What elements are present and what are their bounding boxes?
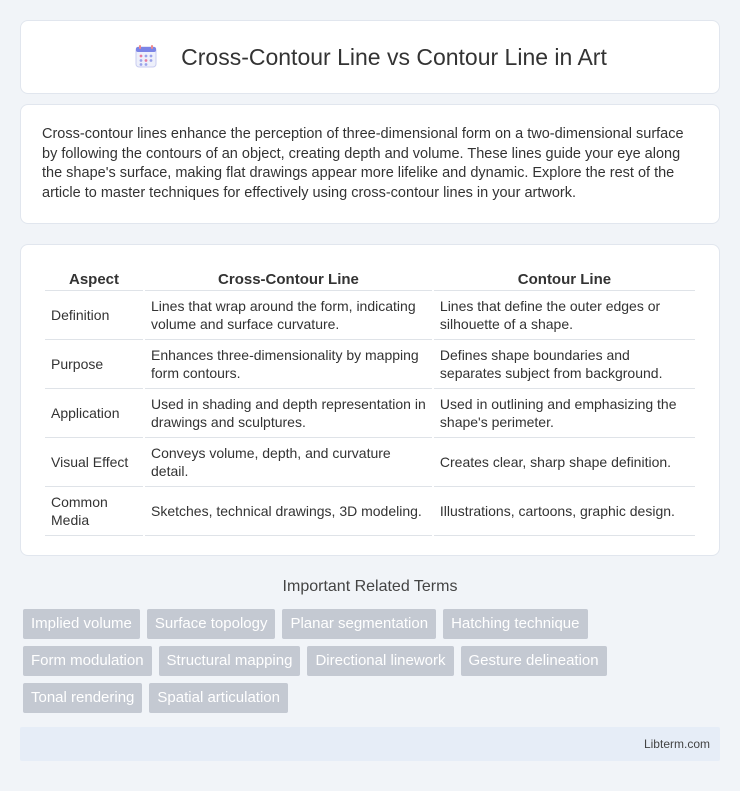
related-term-tag[interactable]: Gesture delineation [461,646,607,676]
related-term-tag[interactable]: Tonal rendering [23,683,142,713]
related-term-tag[interactable]: Planar segmentation [282,609,436,639]
footer [20,727,720,761]
related-term-tag[interactable]: Implied volume [23,609,140,639]
intro-card [20,104,720,224]
related-term-tag[interactable]: Form modulation [23,646,152,676]
comparison-table [43,265,697,536]
page-title: Cross-Contour Line vs Contour Line in Art [181,43,607,70]
title-card [20,20,720,94]
related-term-tag[interactable]: Directional linework [307,646,453,676]
row-cross-contour: Sketches, technical drawings, 3D modeling. [145,487,432,536]
table-row [45,340,695,389]
related-terms-heading: Important Related Terms [282,578,458,595]
row-aspect: Definition [45,291,143,340]
row-aspect: Application [45,389,143,438]
comparison-card [20,244,720,556]
row-aspect: Common Media [45,487,143,536]
row-contour: Illustrations, cartoons, graphic design. [434,487,695,536]
row-cross-contour: Conveys volume, depth, and curvature detail. [145,438,432,487]
related-term-tag[interactable]: Surface topology [147,609,276,639]
table-row [45,487,695,536]
related-term-tag[interactable]: Structural mapping [159,646,301,676]
footer-brand-link[interactable]: Libterm.com [643,737,710,751]
row-cross-contour: Enhances three-dimensionality by mapping form contours. [145,340,432,389]
calendar-grid-icon [133,44,159,70]
header-cross-contour: Cross-Contour Line [145,265,432,291]
table-row [45,438,695,487]
row-aspect: Purpose [45,340,143,389]
related-term-tag[interactable]: Hatching technique [443,609,587,639]
row-contour: Lines that define the outer edges or silhouette of a shape. [434,291,695,340]
header-contour: Contour Line [434,265,695,291]
related-term-tag[interactable]: Spatial articulation [149,683,288,713]
related-terms-list [23,609,723,720]
row-cross-contour: Lines that wrap around the form, indicating volume and surface curvature. [145,291,432,340]
intro-paragraph: Cross-contour lines enhance the perception of three-dimensional form on a two-dimensional surface by following the contours of an object, creating depth and volume. These lines guide your eye along the shape's surface, making flat drawings appear more lifelike and dynamic. Explore the rest of the article to master techniques for effectively using cross-contour lines in your artwork. [42,126,684,201]
row-cross-contour: Used in shading and depth representation in drawings and sculptures. [145,389,432,438]
row-contour: Used in outlining and emphasizing the shape's perimeter. [434,389,695,438]
row-aspect: Visual Effect [45,438,143,487]
table-row [45,291,695,340]
row-contour: Creates clear, sharp shape definition. [434,438,695,487]
table-row [45,389,695,438]
row-contour: Defines shape boundaries and separates subject from background. [434,340,695,389]
header-aspect: Aspect [45,265,143,291]
table-header-row [45,265,695,291]
